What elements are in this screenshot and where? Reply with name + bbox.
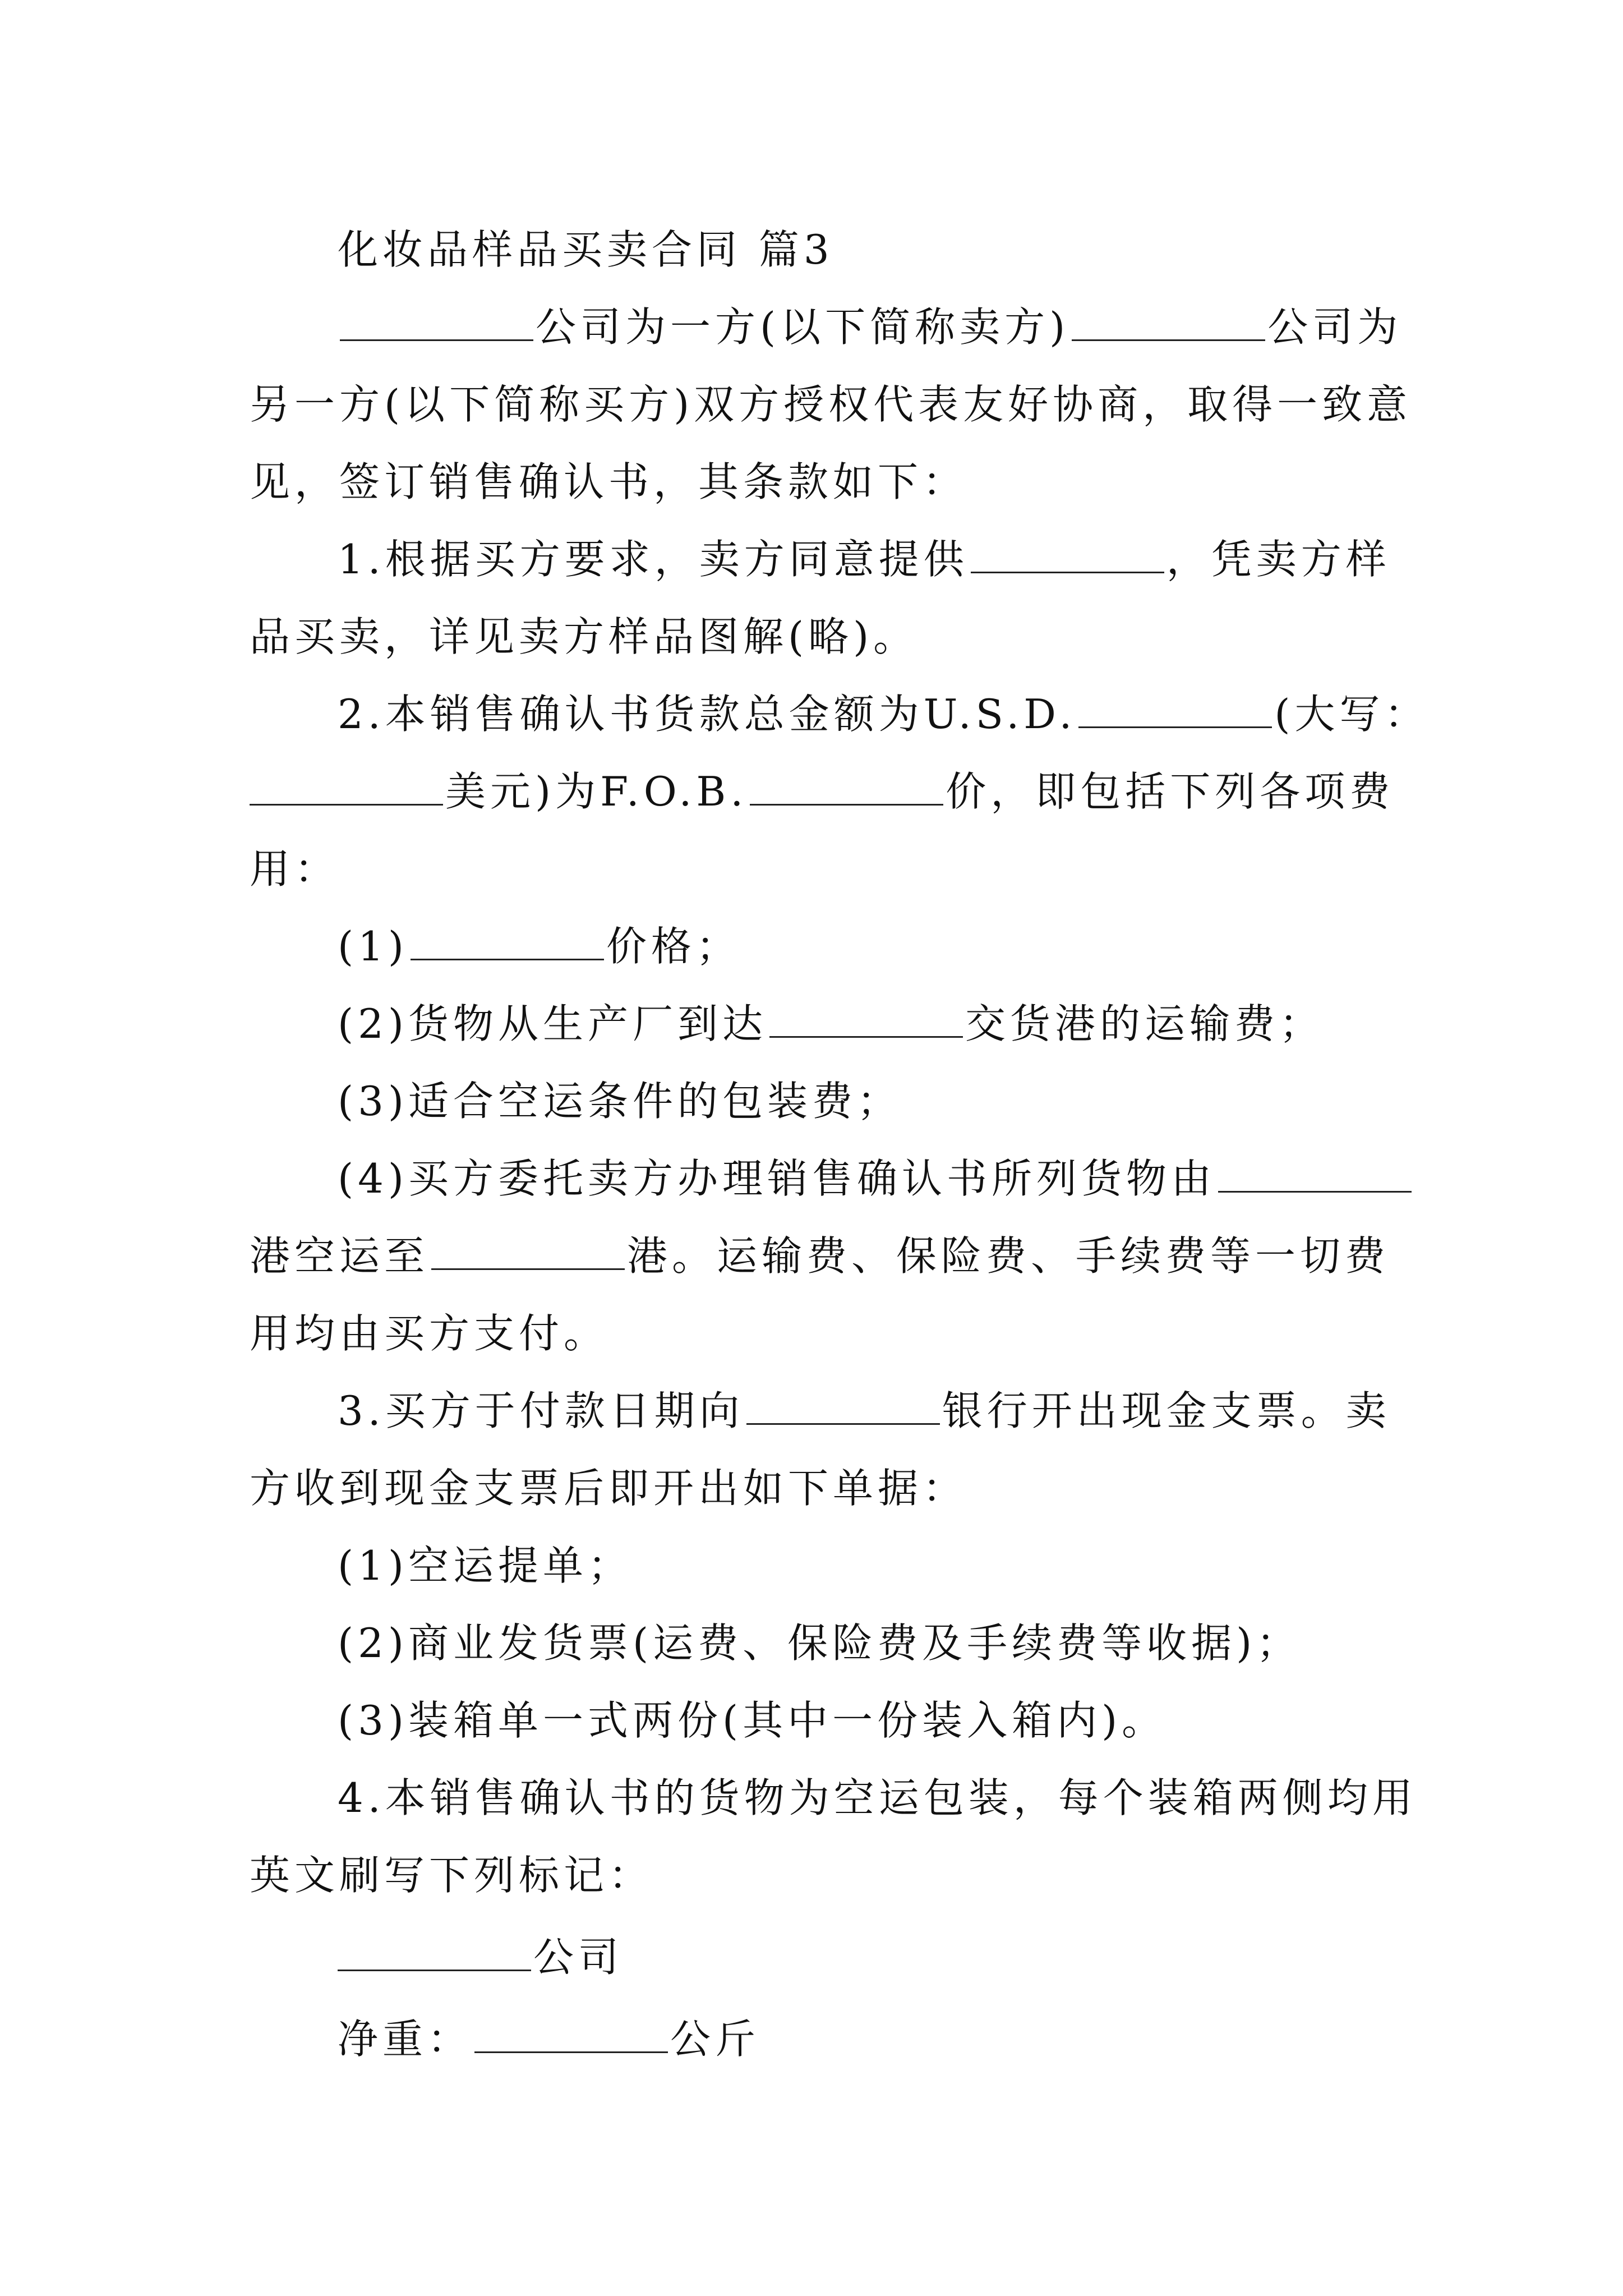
- text-segment: (2)商业发货票(运费、保险费及手续费等收据)；: [338, 1619, 1302, 1667]
- blank-field: [431, 1235, 625, 1270]
- blank-field: [338, 1936, 531, 1971]
- sub-item: [250, 1140, 1388, 1217]
- blank-field: [340, 306, 533, 341]
- doc-title-text: 化妆品样品买卖合同 篇3: [338, 226, 834, 273]
- text-segment: 1.根据买方要求，卖方同意提供: [338, 536, 969, 583]
- text-segment: 另一方(以下简称买方)双方授权代表友好协商，取得一致意: [250, 381, 1412, 428]
- paragraph-line: [250, 288, 1403, 366]
- sub-item: [250, 1682, 1388, 1759]
- text-segment: 价格；: [606, 923, 741, 970]
- clause-4: [250, 1759, 1417, 1837]
- text-segment: 英文刷写下列标记：: [250, 1852, 654, 1899]
- paragraph-line: [250, 443, 1388, 521]
- doc-title: [250, 211, 1388, 288]
- text-segment: ，凭卖方样: [1166, 536, 1391, 583]
- text-segment: 方收到现金支票后即开出如下单据：: [250, 1465, 968, 1512]
- paragraph-line: [250, 1450, 1388, 1527]
- blank-field: [474, 2018, 668, 2053]
- blank-field: [769, 1002, 963, 1038]
- sub-item: [250, 985, 1388, 1062]
- text-segment: 见，签订销售确认书，其条款如下：: [250, 458, 968, 505]
- paragraph-line: [250, 366, 1412, 443]
- marking-line: [250, 1918, 1388, 1996]
- text-segment: 交货港的运输费；: [965, 1000, 1325, 1047]
- sub-item: [250, 1604, 1388, 1682]
- text-segment: 价，即包括下列各项费: [946, 768, 1395, 815]
- text-segment: 公司: [533, 1934, 624, 1981]
- text-segment: 净重：: [338, 2016, 473, 2063]
- text-segment: 银行开出现金支票。卖: [942, 1387, 1391, 1434]
- text-segment: (3)装箱单一式两份(其中一份装入箱内)。: [338, 1697, 1167, 1744]
- text-segment: 公司为: [1267, 303, 1403, 351]
- text-segment: 用均由买方支付。: [250, 1310, 609, 1357]
- text-segment: 公斤: [670, 2016, 760, 2063]
- blank-field: [1078, 693, 1272, 728]
- blank-field: [750, 770, 943, 806]
- blank-field: [746, 1389, 940, 1425]
- paragraph-line: [250, 1295, 1388, 1372]
- text-segment: 4.本销售确认书的货物为空运包装，每个装箱两侧均用: [338, 1774, 1417, 1821]
- text-segment: 美元)为F.O.B.: [445, 768, 748, 815]
- paragraph-line: [250, 753, 1395, 830]
- sub-item: [250, 1062, 1388, 1140]
- clause-3: [250, 1372, 1391, 1450]
- blank-field: [1072, 306, 1265, 341]
- clause-1: [250, 521, 1391, 598]
- text-segment: (2)货物从生产厂到达: [338, 1000, 767, 1047]
- marking-line: [250, 2000, 1388, 2078]
- text-segment: 用：: [250, 845, 340, 892]
- text-segment: (3)适合空运条件的包装费；: [338, 1078, 902, 1125]
- blank-field: [250, 770, 443, 806]
- text-segment: (大写：: [1274, 691, 1430, 738]
- text-segment: 港空运至: [250, 1232, 430, 1280]
- paragraph-line: [250, 598, 1388, 675]
- paragraph-line: [250, 830, 1388, 908]
- text-segment: (4)买方委托卖方办理销售确认书所列货物由: [338, 1155, 1216, 1202]
- clause-2: [250, 675, 1430, 753]
- contract-body: [250, 211, 1430, 2078]
- text-segment: (1): [338, 923, 408, 970]
- text-segment: 3.买方于付款日期向: [338, 1387, 744, 1434]
- sub-item: [250, 1527, 1388, 1604]
- text-segment: 2.本销售确认书货款总金额为U.S.D.: [338, 691, 1077, 738]
- paragraph-line: [250, 1837, 1388, 1914]
- blank-field: [971, 538, 1164, 573]
- text-segment: 公司为一方(以下简称卖方): [536, 303, 1070, 351]
- paragraph-line: [250, 1217, 1388, 1295]
- text-segment: 港。运输费、保险费、手续费等一切费: [627, 1232, 1390, 1280]
- text-segment: (1)空运提单；: [338, 1542, 633, 1589]
- blank-field: [1218, 1157, 1412, 1193]
- text-segment: 品买卖，详见卖方样品图解(略)。: [250, 613, 919, 660]
- sub-item: [250, 908, 1388, 985]
- blank-field: [411, 925, 604, 960]
